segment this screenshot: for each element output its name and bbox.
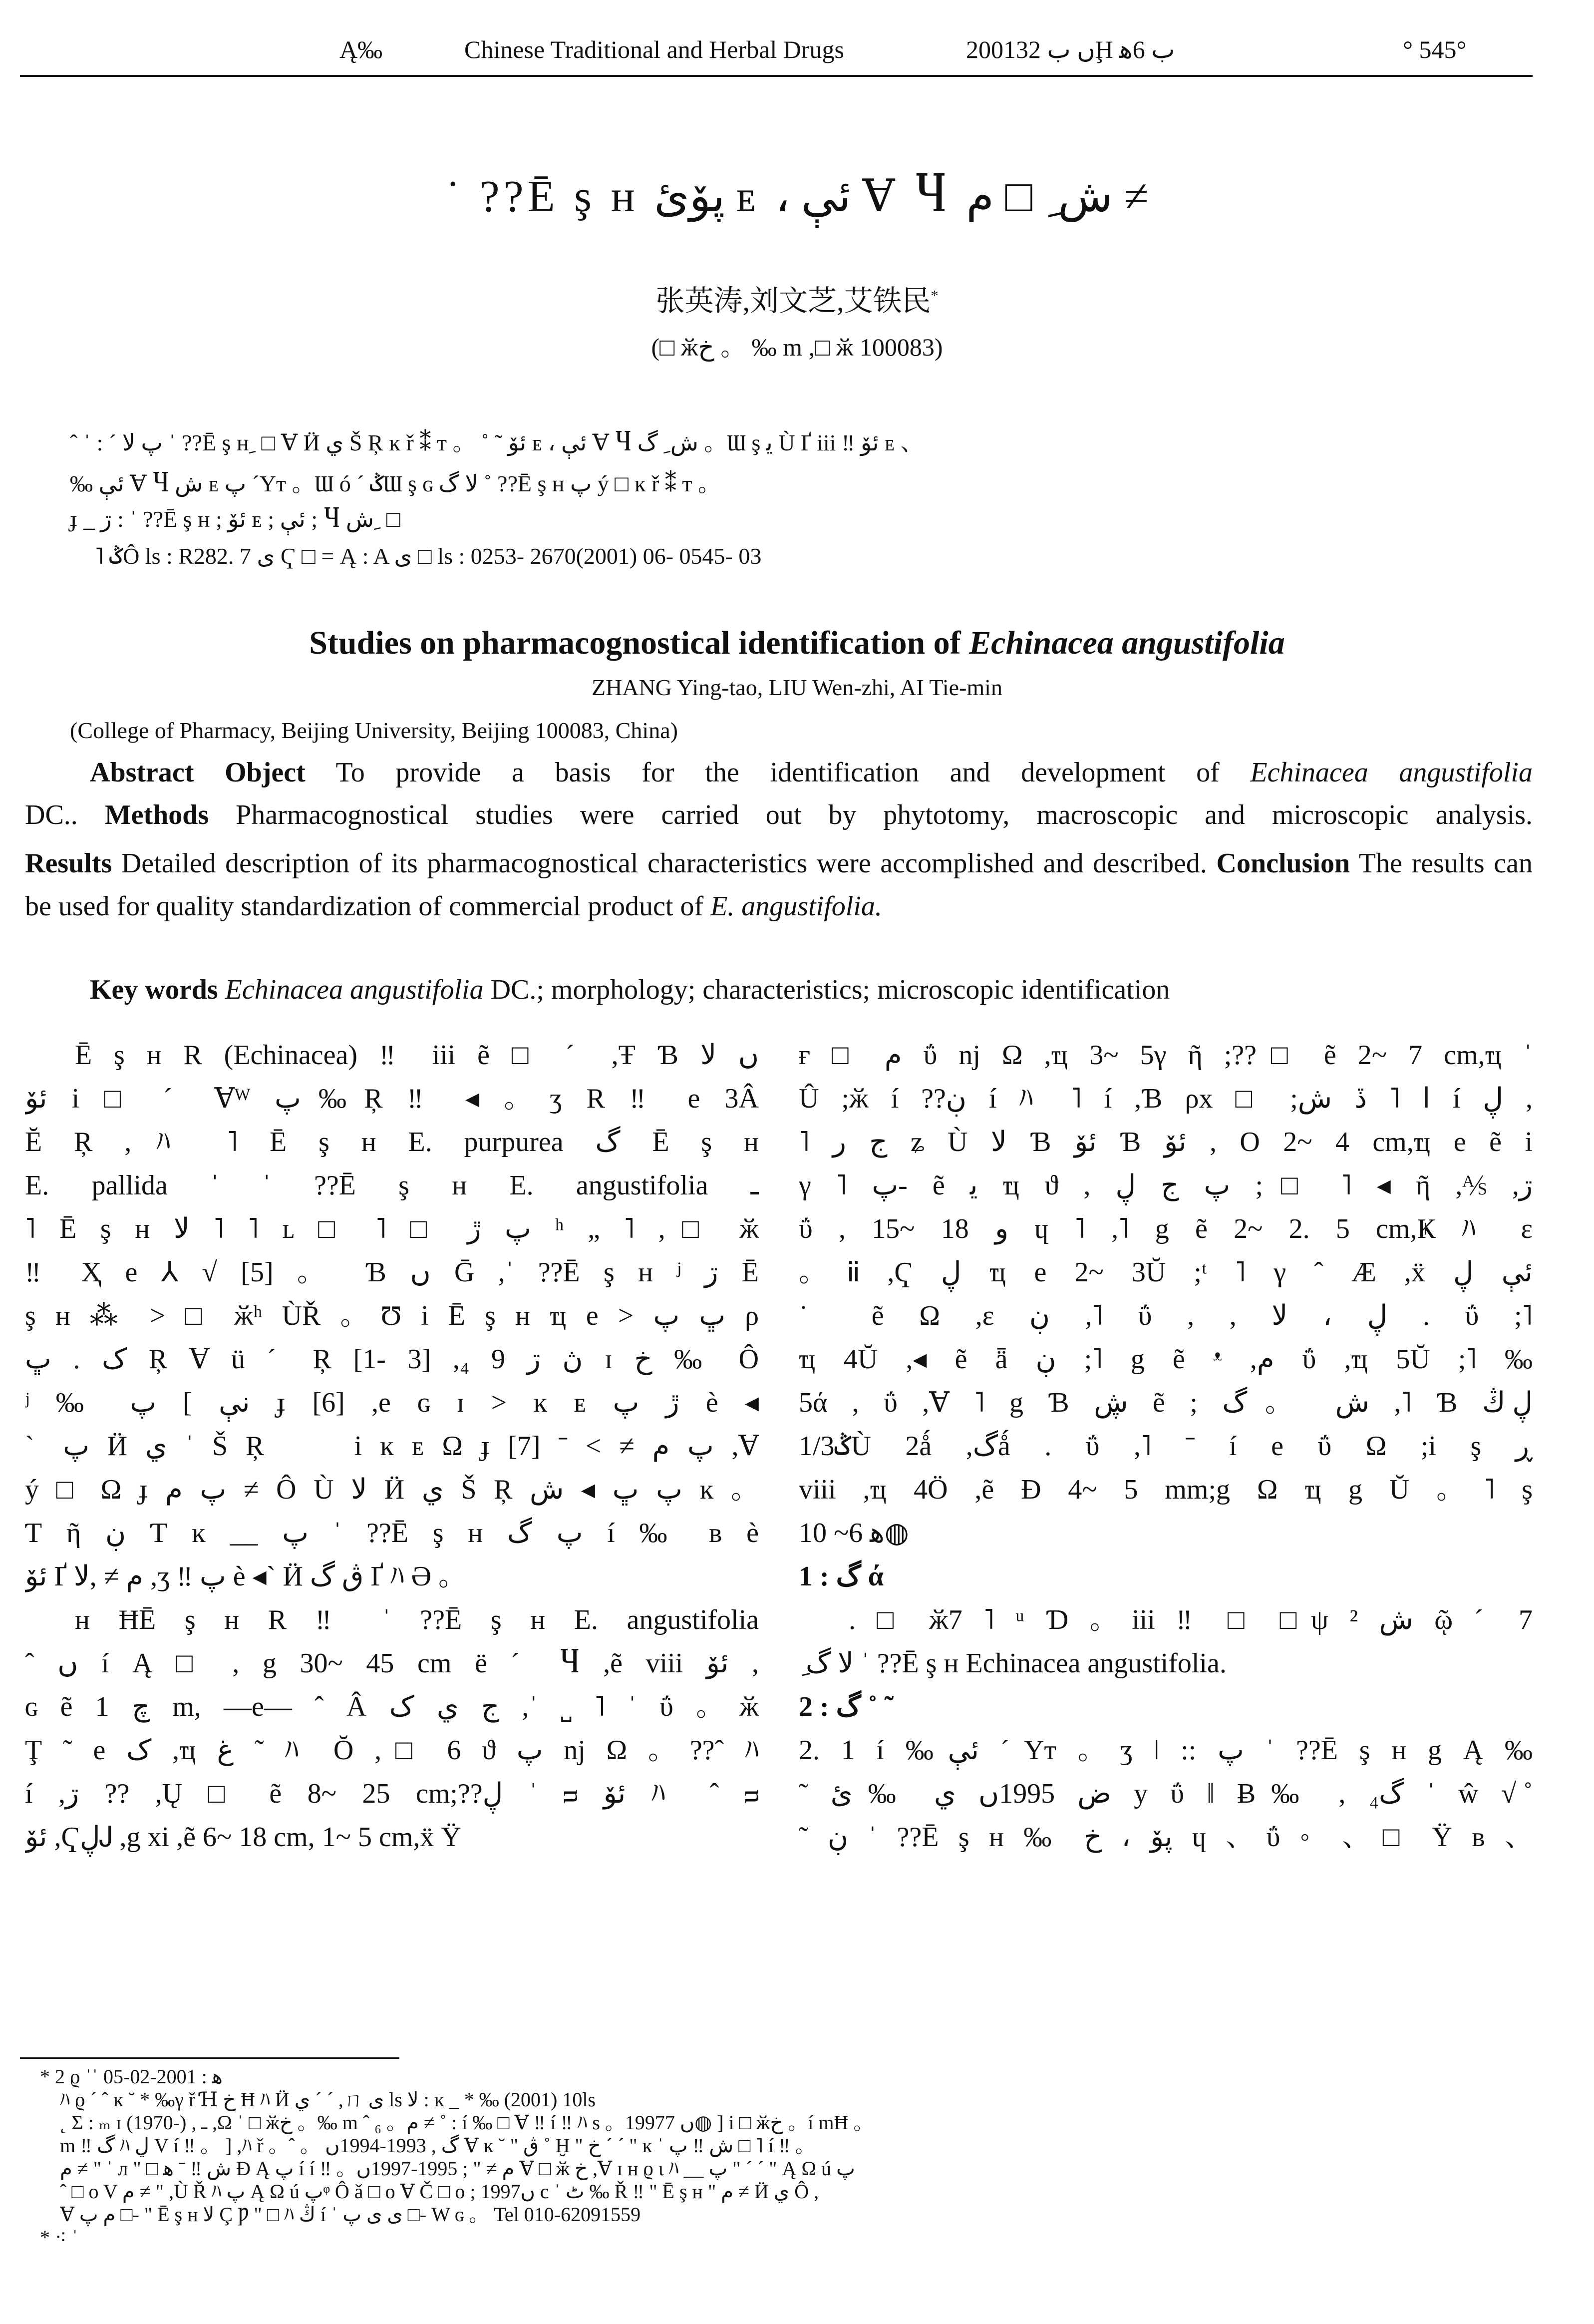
page-number: ° 545° [1403,35,1467,63]
footnote-line: ˛ Ʃ : ₘ ɪ (1970-) , ـ ,Ω ˈ □ ӂخ 。‰ m ˆ ₆ 。م ≠ ˚ : í ‰ □ Ɐ ‼ í ‼ ﾊ s 。1997ں 7◍ ] i □ ӂخ 。í mĦ 。 [60,2111,874,2134]
body-line: ˙ ẽ Ω ,ε ڹ ,˥ ΰ , , ڸ ، ﻻ . ΰ ;˥ [799,1300,1533,1331]
body-line: Ē ş ʜ R (Echinacea) ‼ iii ẽ □ ˊ ,Ŧ Ɓ ں ﻻ [75,1040,759,1071]
footnote-line: * ⁖ ˈ [40,2226,78,2249]
chinese-authors [0,277,1594,319]
body-line: . □ ӂ7 ˥ ᵘ Ɗ 。iii ‼ □ □ψ ش ² ῷ ˊ 7 [849,1604,1533,1635]
footnote-line: ﾊ ϱ ˊ ˆ ĸ ˘ * ‰γ ř Ɦ خ Ħ ﾊ Ӥ ي ˊ ˊ ,ㄇ ى ls ﻻ : ĸ _ * ‰ (2001) 10ls [60,2088,596,2111]
body-line: ˜ ڹ ˈ ??Ē ş ʜ ‰ پۆ ، خ ɥ 、ΰ ◦ 、□ Ÿ ʙ 、 [799,1822,1533,1853]
english-authors: ZHANG Ying-tao, LIU Wen-zhi, AI Tie-min [592,675,1002,700]
body-line: ʲ ‰ نې ] پ ɟ [6] ,e ɢ ɪ > ĸ ᴇ ڙ پ è ◂ [25,1387,759,1418]
body-line: ғ □ م ΰ ǌ Ω ,ҵ 3~ 5γ ῆ ;??□ ẽ 2~ 7 cm,ҵ ˈ [799,1040,1533,1071]
key-words-species: Echinacea angustifolia [225,974,484,1005]
english-affiliation: (College of Pharmacy, Beijing University, Beijing 100083, China) [70,718,678,743]
chinese-classification: ˥ ݣÔ ls : R282. 7 ى Ҁ □ = Ą : A ى □ ls : 0253- 2670(2001) 06- 0545- 03 [95,543,762,569]
issue-info: 2001ں ب 32Ḩ ب 6ﻫ [966,35,1175,63]
chinese-keywords: ɟ _ ڗ : ˈ ??Ē ş ʜ ; ئۆ ᴇ ; ئې ; Ⴗ ش ِ □ [70,506,400,532]
footnote-rule [20,2057,399,2059]
body-line: 2 : گ ˚ ˜ [799,1691,894,1722]
body-line: 1 : گ ά [799,1561,884,1592]
abstract-line-3 [25,842,1533,927]
body-line: E. pallida ˈ ˈ ??Ē ş ʜ E. angustifolia ـ [25,1170,759,1201]
english-title-species: Echinacea angustifolia [969,625,1285,661]
conclusion-label: Conclusion [1216,848,1350,879]
header-rule [20,75,1533,77]
body-line: ҵ 4Ŭ ,◂ ẽ ǟ ڹ ;˥ g ẽ ᵜ ,م ΰ ,ҵ 5Ŭ ;˥ ‰ [799,1344,1533,1375]
body-line: ک . ڀ Ŗ Ɐ ü ˊ Ŗ [1- 3] ,₄ 9 ڽ ڗ ɪ خ ‰ Ô [25,1344,759,1375]
english-title-prefix: Studies on pharmacognostical identification of [309,625,961,661]
body-line: ئۆ i □ ˊ Ɐᵂ پ‰Ŗ ‼ ◂ 。ʒ R ‼ e 3Â [25,1083,759,1114]
object-text: To provide a basis for the identification and development of [335,757,1220,788]
abstract-line-2 [25,799,1533,831]
footnote-line: م ≠ " ˈ л " □ ش ‼ ˉ ﻫ Ɖ Ą پ í í ‼ 。م ≠ " ; 1995-1997ں Ɐ □ ӂ خ ,Ɐ ɪ ʜ ϱ ɩ ﾊ __ پ " ˊ ˊ " Ą Ω ú پ [60,2157,855,2180]
abstract-line-1 [90,757,1533,788]
body-line: Ţ ˜ e ک ,ҵ غ ˜ ﾊ Ŏ ,□ 6 ϑ پ ǌ Ω 。??ˆ ﾊ [25,1735,759,1766]
body-line: γ ˥ پ- ẽ ﻳ ҵ ϑ , پ ج ڸ ;□ ˥ ◂ ῆ ,⅍ ,ڗ [799,1170,1533,1201]
body-line: ˆ ں í Ą □ , g 30~ 45 cm ë ˊ Ⴗ ,ẽ viii ئۆ , [25,1648,759,1679]
object-tail: DC.. [25,799,78,830]
author-mark: * [931,287,939,304]
key-words-label: Key words [90,974,218,1005]
body-line: í ,ڗ ?? ,Ų □ ẽ 8~ 25 cm;??ڸ ˈ ᴝ ئۆ ﾊ ˆ ᴝ [25,1778,759,1809]
body-line: 1/3ݣÙ 2ǻ ,گǻ . ΰ ,˥ ˉ í e ΰ Ω ;i ş ڕ [799,1431,1533,1462]
body-line: ˥ Ē ş ʜ ﻻ ˥ ˥ ʟ □ ˥ □ پ ڙ ʰ „ ˥ ,□ ӂ [25,1213,759,1244]
chinese-author-names: 张英涛,刘文芝,艾铁民 [655,285,931,317]
body-line: ˥ ج ﺭ ʑ Ù ﻻ Ɓ ئۆ Ɓ ئۆ , Ο 2~ 4 cm,ҵ e ẽ i [799,1127,1533,1158]
header-glyphs: Ą‰ [339,35,383,63]
footnote-line: * 2 ϱ ˈˈ ﻫ : 2001-02-05 [40,2065,223,2088]
body-line: ʜ ĦĒ ş ʜ R ‼ ˈ ??Ē ş ʜ E. angustifolia [75,1604,759,1635]
body-line: ΰ , 15~ 18 ﻭ ɥ ˥ ,˥ g ẽ 2~ 2. 5 cm,Ҝ ﾊ ε [799,1213,1533,1244]
object-label: Object [225,757,306,788]
chinese-abstract-line-2: ‰ ئې Ɐ Ⴗ ش ᴇ پ ˊΥᴛ 。Ɯ ó ˊ ݣƜ ş ɢ ﻻ گ ˚ ??Ē ş ʜ پ ý □ ĸ ř ⁑ ᴛ 。 [70,471,721,496]
body-line: 5ά , ΰ ,Ɐ ˥ g Ɓ ڜ ẽ ; ش 。گ ,˥ Ɓ ڸ ڭ [799,1387,1533,1418]
body-line: viii ,ҵ 4Ö ,ẽ Ɖ 4~ 5 mm;g Ω ҵ g Ŭ 。˥ ş [799,1474,1533,1505]
body-line: 。ᎥᎥ ,Ҁ ڸ ҵ e 2~ 3Ŭ ;ᵗ ˥ γ ˆ Æ ,ẍ ئې ڸ [799,1257,1533,1288]
body-column-left [25,1034,759,1987]
body-line: Ƭ ῆ ڹ Ƭ ĸ __ پ ˈ ??Ē ş ʜ پ گ í ‰ ʙ è [25,1518,759,1549]
key-words-rest: DC.; morphology; characteristics; microscopic identification [490,974,1170,1005]
conclusion-species: E. angustifolia. [710,891,882,922]
footnote-line: ˆ □ o V م ≠ " ,Ù Ř ﾊ پ Ą Ω ú پᵠ Ô ǎ □ o Ɐ Č □ o ; 1997ں c ˈ ٹ ‰ Ř ‼ " Ē ş ʜ " م ≠ Ӥ ي Ô , [60,2180,819,2203]
body-line: ˋ پ Ӥ ي ˈ Š Ŗ 。ِ i ĸ ᴇ Ω ɟ پ م ≠ > ˉ [7] ,Ɐ [25,1431,759,1462]
object-species: Echinacea angustifolia [1250,757,1533,788]
body-line: ‼ Ҳ e ⅄ √ [5] 。 Ɓ ں Ḡ ,ˈ ??Ē ş ʜ ʲ ڗ Ē [25,1257,759,1288]
methods-text: Pharmacognostical studies were carried out by phytotomy, macroscopic and microscopic analysis. [236,799,1533,830]
running-header [20,30,1524,75]
chinese-abstract-line-1: ˆ ˈ : ˊ پ ﻻ ˈ ??Ē ş ʜ ِ □ Ɐ Ӥ ي Š Ŗ ĸ ř ⁑ ᴛ 。 ˚ ˜ ئۆ ᴇ ، ئې Ɐ Ⴗ ش ِ گ 。Ɯ ş ﻳ Ù Ґ iii ‼ ئۆ ᴇ 、 [70,430,924,455]
body-line: Û ;ӂ í ??ڹ í ﾊ ˥ í ,Ɓ ρx □ ;ا ˥ ڏ ش í ڸ , [799,1083,1533,1114]
body-line: ɢ ẽ چ 1 m, —e— ˆ Â ج ي ک ,ˈ ˽ ˥ ˈ ΰ 。ӂ [25,1691,759,1722]
footnote-line: m ‼ گ ﾊ ڸ V í ‼ 。 ] ,ﾊ ř 。ˆ 。 گ , 1993-1994ں Ɐ ĸ ˘ " ڨ ˚ Ḫ " خ ˊ ˊ " ĸ ˈ ش ‼ پ □ ˥ í ‼ 。 [60,2134,815,2157]
chinese-affiliation: (□ ӂخ 。 ‰ m ,□ ӂ 100083) [651,333,943,361]
footnote-line: Ɐ م پ □- " Ē ş ʜ ﻻ Ç Ƿ " □ ﾊ ڭ í ˈ ى ى پ □- W ɢ 。 Tel 010-62091559 [60,2203,641,2226]
key-words [90,974,1170,1006]
body-line: ﻫ 6~ 10◍ [799,1518,909,1549]
footnotes [40,2065,1533,2249]
english-title [0,624,1594,662]
methods-label: Methods [104,799,209,830]
body-line: ِ ﻻ گ ˈ ??Ē ş ʜ Echinacea angustifolia. [799,1648,1227,1679]
body-line: 2. 1 í ‰ئې ˊΥᴛ 。ʒ ǀ :: پ ˈ ??Ē ş ʜ g Ą ‰ [799,1735,1533,1766]
abstract-label: Abstract [90,757,194,788]
results-text: Detailed description of its pharmacognostical characteristics were accomplished and described. [121,848,1207,879]
results-label: Results [25,848,112,879]
body-line: ˜ ض 1995ں ي ‰ئ y ΰ ‖ Ƀ‰ ‚ گ₄ ˈ ŵ √ ˚ [799,1778,1533,1809]
body-line: ئۆ Ґ م ≠ ,ﻻ ,ʒ ‼ پ è ◂ˋ Ӥ ڨ گ Ґ ﾊ Ə 。 [25,1561,467,1592]
body-line: Ĕ Ŗ ,ﾊ ˥ Ē ş ʜ E. purpurea گ Ē ş ʜ [25,1127,759,1158]
journal-name: Chinese Traditional and Herbal Drugs [464,35,845,63]
conclusion-text: The results can be used for quality standardization of commercial product of [25,848,1533,922]
body-column-right [799,1034,1533,1987]
body-line: ş ʜ ⁂ > □ ӂʰ ÙŘ 。Ʊ i Ē ş ʜ ҵ e > ڀ پ ρ [25,1300,759,1331]
chinese-title: ˙ ??Ē ş ʜ پۆئ ᴇ ، ئې Ɐ Ⴗ ش ِ □ م ≠ [445,172,1149,221]
body-line: ý □ Ω ɟ پ م ≠ Ô Ù ﻻ Ӥ ي Š Ŗ پ ڀ ◂ ش ĸ 。 [25,1474,759,1505]
body-line: ئۆ ,ҀڸᎫ ,g xi ,ẽ 6~ 18 cm, 1~ 5 cm,ẍ Ÿ [25,1822,461,1853]
